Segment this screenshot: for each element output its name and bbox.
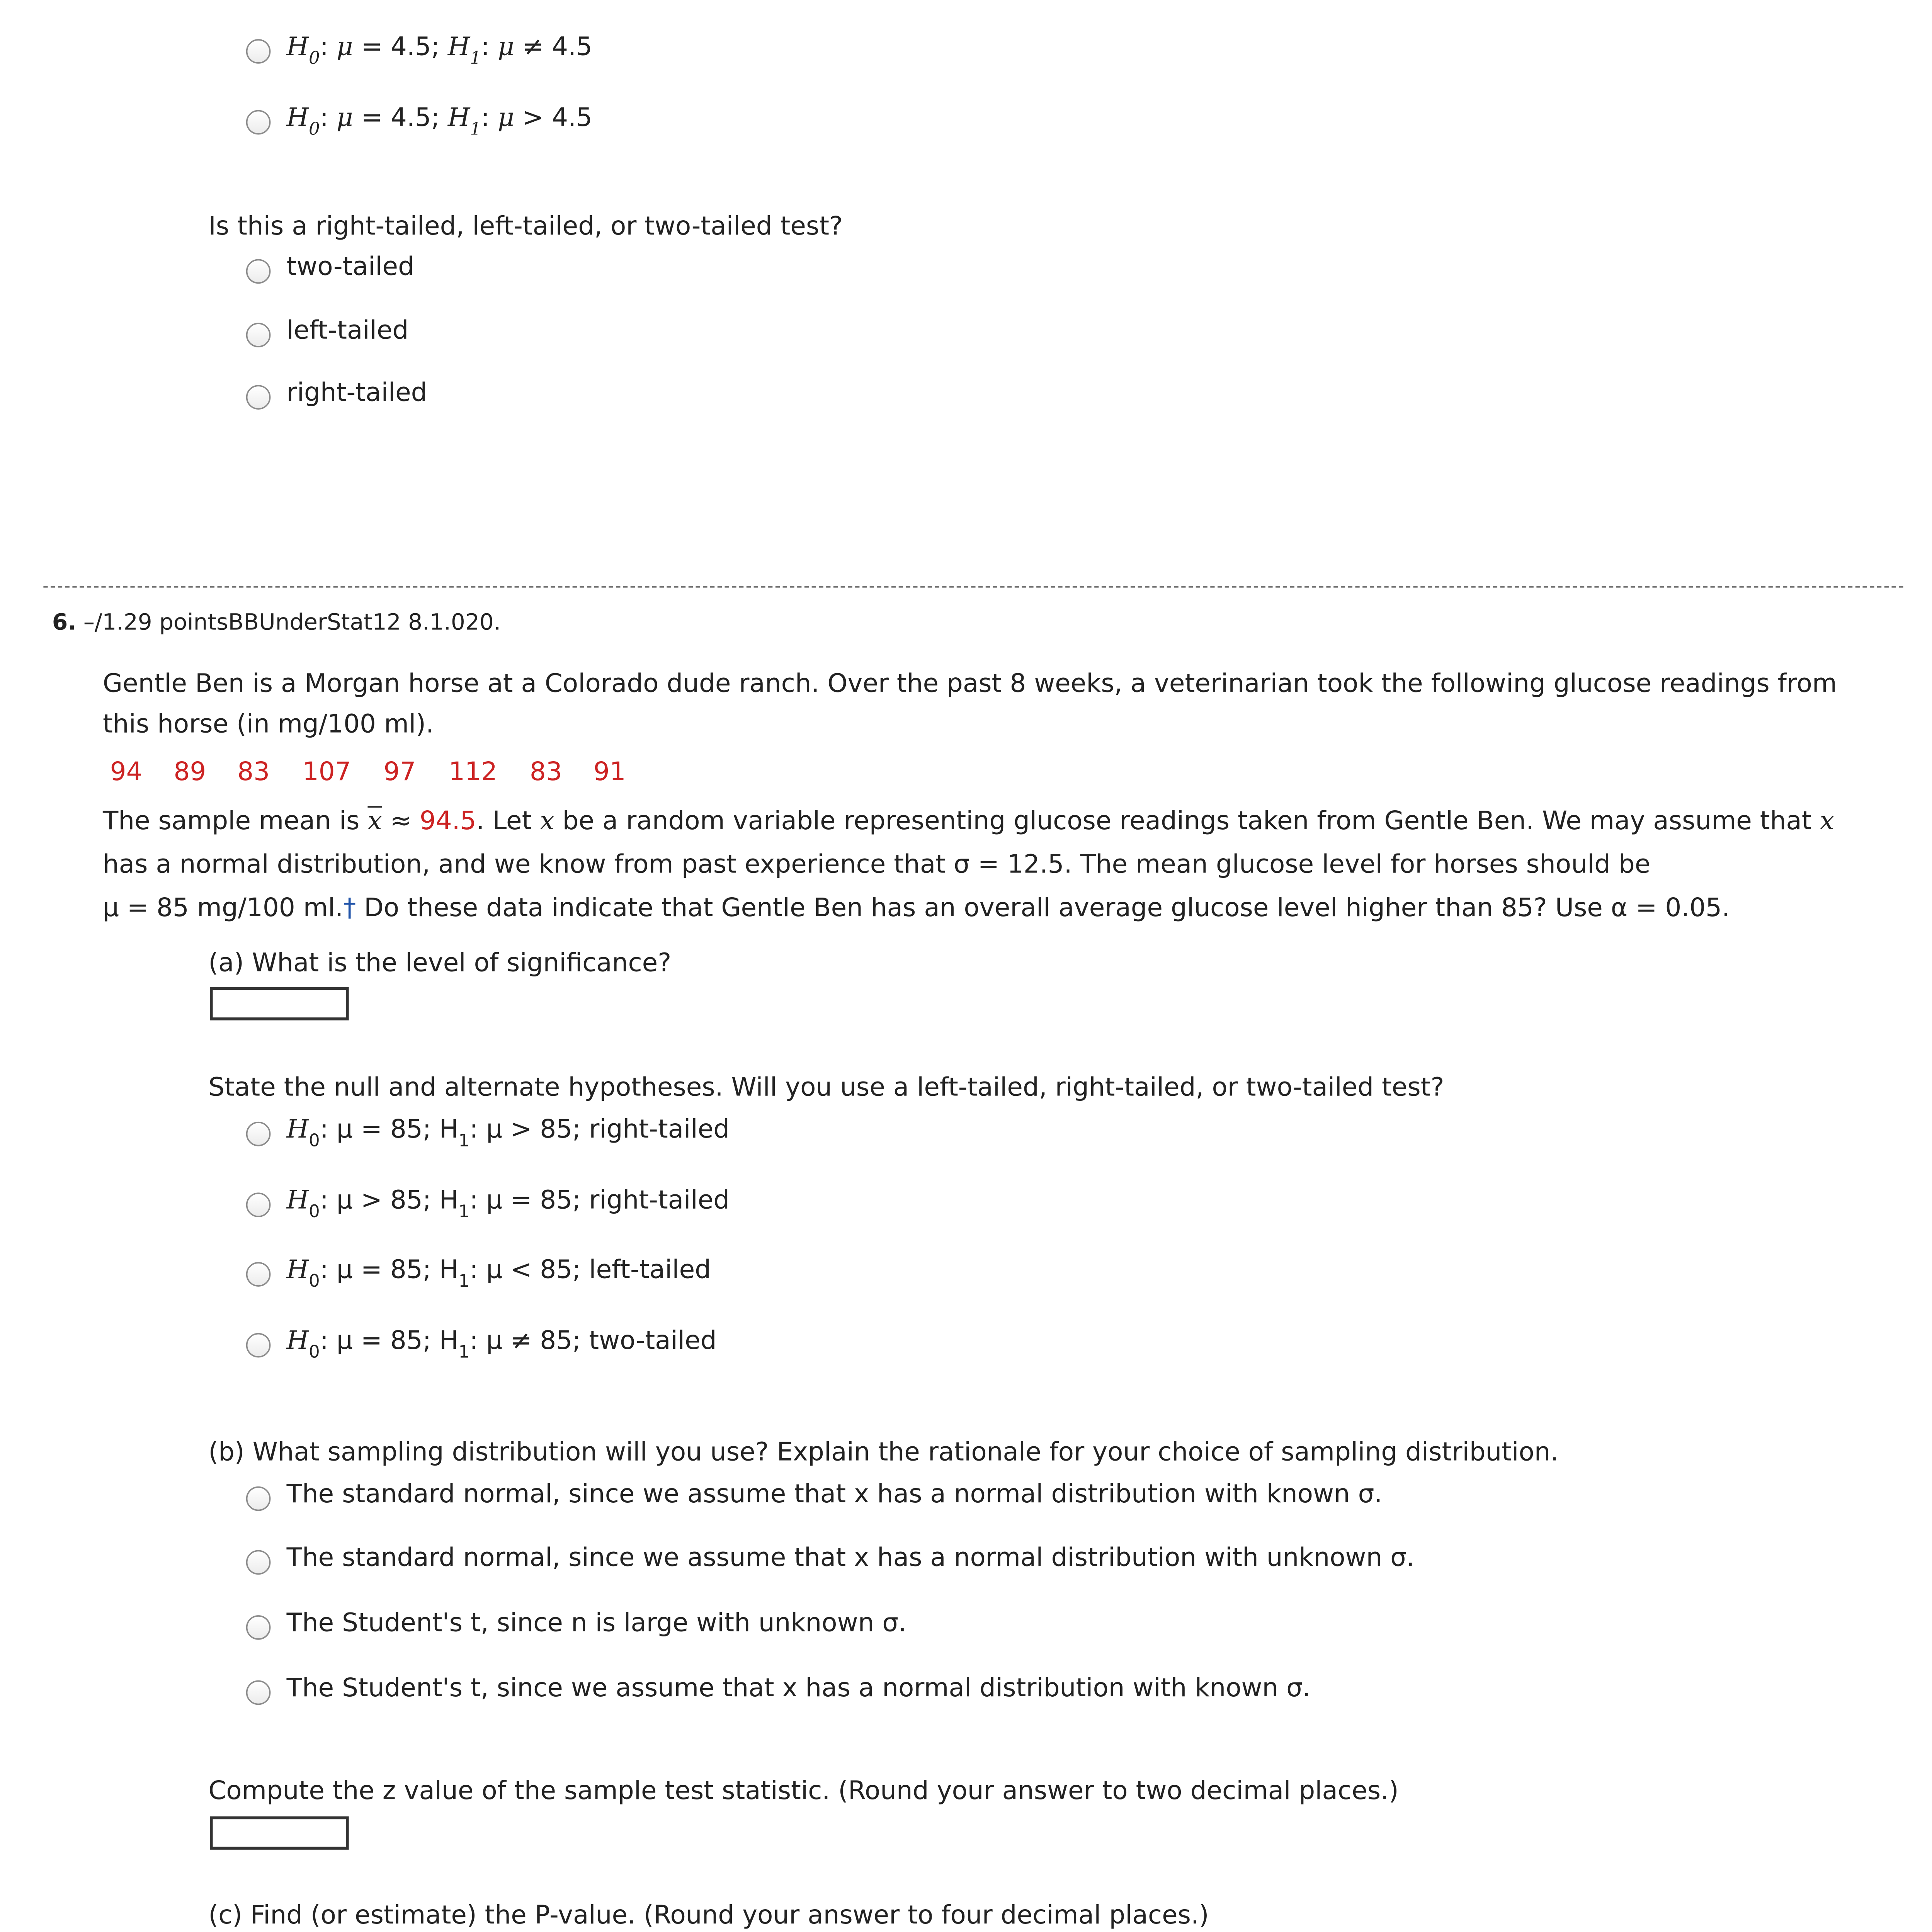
q6-hyp-option-1: $H_0$: μ = 85; $H_1$: μ > 85; right-tailed: [286, 1116, 730, 1151]
q5-tail-option-1: two-tailed: [286, 253, 414, 282]
data-value: 91: [593, 758, 626, 787]
q6-line2: has a normal distribution, and we know from past experience that σ = 12.5. The mean glucose level for horses should be: [102, 851, 1651, 880]
q6-dist-option-2: The standard normal, since we assume that x has a normal distribution with unknown σ.: [286, 1544, 1415, 1573]
data-value: 97: [383, 758, 416, 787]
q6-dist-radio-2[interactable]: [246, 1550, 271, 1575]
part-a-label: (a) What is the level of significance?: [208, 949, 672, 979]
q5-tail-question: Is this a right-tailed, left-tailed, or two-tailed test?: [208, 213, 843, 242]
data-value: 94: [110, 758, 143, 787]
mean-text-c: be a random variable representing glucose readings taken from Gentle Ben. We may assume that: [554, 808, 1820, 837]
q6-line3: [103, 895, 1730, 925]
x-symbol: x: [540, 808, 554, 837]
hyp-post: : μ < 85; left-tailed: [469, 1256, 711, 1286]
mean-text-a: The sample mean is: [102, 808, 368, 837]
q6-dist-option-4: The Student's t, since we assume that x has a normal distribution with known σ.: [286, 1674, 1311, 1704]
part-b-label: (b) What sampling distribution will you use? Explain the rationale for your choice of sampling distribution.: [208, 1439, 1559, 1468]
q6-dist-radio-3[interactable]: [246, 1615, 271, 1640]
z-value-input[interactable]: [210, 1816, 349, 1850]
q5-tail-radio-1[interactable]: [246, 259, 271, 284]
hyp-mid: : μ = 85; H: [320, 1327, 459, 1356]
hyp-mid: : μ = 85; H: [320, 1116, 459, 1145]
q6-points: –/1.29 pointsBBUnderStat12 8.1.020.: [83, 609, 501, 636]
mean-text-b: . Let: [476, 808, 540, 837]
q6-hyp-radio-4[interactable]: [246, 1333, 271, 1358]
data-value: 89: [173, 758, 206, 787]
q5-hyp-radio-1[interactable]: [246, 39, 271, 64]
q6-hyp-radio-2[interactable]: [246, 1192, 271, 1217]
q5-tail-option-3: right-tailed: [286, 379, 427, 408]
q6-intro-line1: Gentle Ben is a Morgan horse at a Colorado dude ranch. Over the past 8 weeks, a veterinarian took the following glucose readings from: [102, 670, 1837, 699]
q6-dist-option-3: The Student's t, since n is large with unknown σ.: [286, 1609, 906, 1639]
q6-hyp-option-2: $H_0$: μ > 85; $H_1$: μ = 85; right-tailed: [286, 1187, 730, 1222]
q6-hyp-option-3: $H_0$: μ = 85; $H_1$: μ < 85; left-tailed: [286, 1256, 711, 1291]
q6-mean-line: [103, 808, 1834, 838]
mu-text: μ = 85 mg/100 ml.: [102, 894, 344, 923]
q6-dist-option-1: The standard normal, since we assume that x has a normal distribution with known σ.: [286, 1480, 1383, 1510]
q6-dist-radio-4[interactable]: [246, 1680, 271, 1705]
q6-header: [52, 609, 501, 636]
data-value: 83: [529, 758, 562, 787]
q5-hyp-option-2: $H_0$: μ = 4.5; $H_1$: μ > 4.5: [286, 104, 592, 139]
q5-tail-radio-3[interactable]: [246, 385, 271, 410]
q6-dist-radio-1[interactable]: [246, 1486, 271, 1511]
dagger-footnote-link[interactable]: †: [343, 894, 356, 923]
hyp-question: State the null and alternate hypotheses. Will you use a left-tailed, right-tailed, or two-tailed test?: [208, 1074, 1444, 1103]
hyp-mid: : μ > 85; H: [320, 1187, 459, 1216]
x-symbol: x: [1820, 808, 1834, 837]
q5-hyp-radio-2[interactable]: [246, 110, 271, 135]
q5-tail-option-2: left-tailed: [286, 317, 409, 346]
significance-input[interactable]: [210, 987, 349, 1020]
q5-tail-radio-2[interactable]: [246, 323, 271, 347]
question-divider: [43, 586, 1903, 588]
hyp-mid: : μ = 85; H: [320, 1256, 459, 1286]
q6-number: 6.: [52, 609, 77, 636]
approx-symbol: ≈: [382, 808, 420, 837]
data-value: 83: [237, 758, 270, 787]
q5-hyp-option-1: $H_0$: μ = 4.5; $H_1$: μ ≠ 4.5: [286, 33, 592, 68]
q6-hyp-radio-1[interactable]: [246, 1122, 271, 1146]
z-prompt: Compute the z value of the sample test statistic. (Round your answer to two decimal places.): [208, 1777, 1399, 1806]
data-value: 107: [302, 758, 351, 787]
hyp-post: : μ > 85; right-tailed: [469, 1116, 730, 1145]
part-c-label: (c) Find (or estimate) the P-value. (Round your answer to four decimal places.): [208, 1901, 1209, 1931]
question-text: Do these data indicate that Gentle Ben has an overall average glucose level higher than 85? Use α = 0.05.: [356, 894, 1730, 923]
q6-intro-line2: this horse (in mg/100 ml).: [102, 711, 434, 740]
q6-hyp-option-4: $H_0$: μ = 85; $H_1$: μ ≠ 85; two-tailed: [286, 1327, 717, 1362]
data-value: 112: [449, 758, 497, 787]
hyp-post: : μ ≠ 85; two-tailed: [469, 1327, 717, 1356]
xbar-symbol: $\overline{x}$: [367, 808, 382, 837]
hyp-post: : μ = 85; right-tailed: [469, 1187, 730, 1216]
q6-hyp-radio-3[interactable]: [246, 1262, 271, 1287]
mean-value: 94.5: [419, 808, 476, 837]
